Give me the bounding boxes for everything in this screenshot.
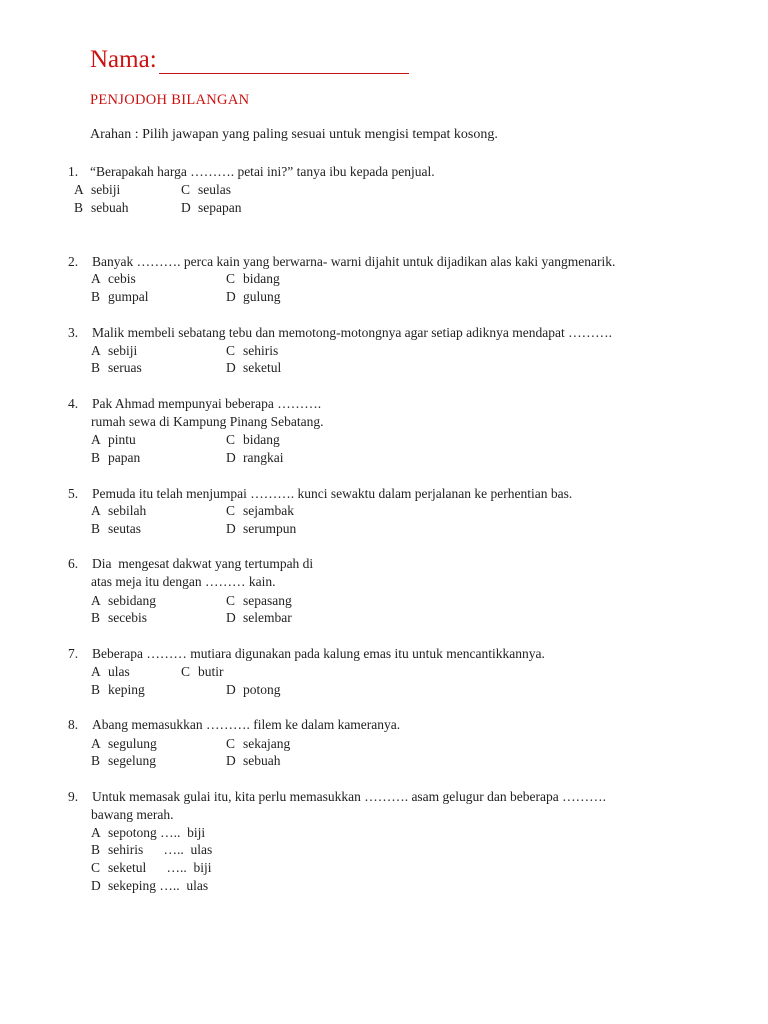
option-text: rangkai bbox=[243, 450, 284, 465]
option-text: seulas bbox=[198, 182, 231, 197]
question-text: Pak Ahmad mempunyai beberapa ………. bbox=[92, 396, 322, 411]
option-letter: B bbox=[91, 842, 101, 857]
option-letter: C bbox=[226, 271, 236, 286]
option-text: sepotong ….. biji bbox=[108, 825, 206, 840]
option-text: sehiris bbox=[243, 343, 279, 358]
option-letter: C bbox=[226, 736, 236, 751]
worksheet-title: PENJODOH BILANGAN bbox=[90, 92, 250, 108]
option-letter: C bbox=[226, 593, 236, 608]
option-text: bidang bbox=[243, 271, 280, 286]
option-letter: D bbox=[226, 682, 236, 697]
option-text: sebiji bbox=[91, 182, 121, 197]
option-text: selembar bbox=[243, 610, 292, 625]
option-text: keping bbox=[108, 682, 145, 697]
option-letter: A bbox=[91, 432, 101, 447]
name-label: Nama: bbox=[90, 46, 157, 73]
question-number: 8. bbox=[68, 717, 79, 732]
option-letter: B bbox=[91, 682, 101, 697]
instruction-text: Arahan : Pilih jawapan yang paling sesuai untuk mengisi tempat kosong. bbox=[90, 127, 498, 142]
option-letter: A bbox=[91, 825, 101, 840]
question-number: 3. bbox=[68, 325, 79, 340]
option-text: sebuah bbox=[243, 753, 281, 768]
question-text: Dia mengesat dakwat yang tertumpah di bbox=[92, 556, 314, 571]
question-text: Malik membeli sebatang tebu dan memotong-motongnya agar setiap adiknya mendapat ………. bbox=[92, 325, 612, 340]
option-letter: A bbox=[91, 503, 101, 518]
option-letter: C bbox=[226, 432, 236, 447]
question-number: 4. bbox=[68, 396, 79, 411]
option-text: seketul ….. biji bbox=[108, 860, 212, 875]
option-letter: C bbox=[181, 664, 191, 679]
option-letter: B bbox=[91, 753, 101, 768]
question-number: 9. bbox=[68, 789, 79, 804]
option-letter: B bbox=[91, 450, 101, 465]
option-text: segelung bbox=[108, 753, 156, 768]
option-text: butir bbox=[198, 664, 224, 679]
question-number: 1. bbox=[68, 164, 79, 179]
option-text: sebilah bbox=[108, 503, 147, 518]
option-text: seutas bbox=[108, 521, 141, 536]
option-text: serumpun bbox=[243, 521, 297, 536]
option-letter: A bbox=[91, 593, 101, 608]
question-number: 7. bbox=[68, 646, 79, 661]
option-letter: B bbox=[91, 610, 101, 625]
option-letter: A bbox=[74, 182, 84, 197]
option-letter: D bbox=[91, 878, 101, 893]
question-number: 2. bbox=[68, 254, 79, 269]
option-text: seketul bbox=[243, 360, 282, 375]
option-letter: D bbox=[226, 289, 236, 304]
option-text: sepasang bbox=[243, 593, 292, 608]
option-letter: B bbox=[91, 289, 101, 304]
option-text: sehiris ….. ulas bbox=[108, 842, 213, 857]
name-blank-line bbox=[159, 49, 409, 74]
option-text: bidang bbox=[243, 432, 280, 447]
question-text: Untuk memasak gulai itu, kita perlu memasukkan ………. asam gelugur dan beberapa ………. bbox=[92, 789, 606, 804]
option-letter: D bbox=[226, 521, 236, 536]
question-text: Beberapa ……… mutiara digunakan pada kalung emas itu untuk mencantikkannya. bbox=[92, 646, 545, 661]
option-text: sejambak bbox=[243, 503, 294, 518]
option-letter: A bbox=[91, 343, 101, 358]
option-letter: B bbox=[74, 200, 84, 215]
option-letter: C bbox=[181, 182, 191, 197]
question-text-continued: bawang merah. bbox=[91, 807, 174, 822]
option-letter: D bbox=[226, 610, 236, 625]
option-text: ulas bbox=[108, 664, 130, 679]
option-text: cebis bbox=[108, 271, 136, 286]
question-text-continued: atas meja itu dengan ……… kain. bbox=[91, 574, 276, 589]
option-text: potong bbox=[243, 682, 281, 697]
option-text: gulung bbox=[243, 289, 281, 304]
option-letter: C bbox=[226, 503, 236, 518]
option-letter: C bbox=[91, 860, 101, 875]
option-text: sekeping ….. ulas bbox=[108, 878, 209, 893]
option-letter: D bbox=[181, 200, 191, 215]
option-letter: D bbox=[226, 450, 236, 465]
option-letter: A bbox=[91, 271, 101, 286]
question-text: Pemuda itu telah menjumpai ………. kunci sewaktu dalam perjalanan ke perhentian bas. bbox=[92, 486, 573, 501]
option-text: segulung bbox=[108, 736, 157, 751]
option-letter: B bbox=[91, 360, 101, 375]
question-text: Abang memasukkan ………. filem ke dalam kameranya. bbox=[92, 717, 401, 732]
option-letter: A bbox=[91, 736, 101, 751]
option-text: sebidang bbox=[108, 593, 156, 608]
option-text: sebiji bbox=[108, 343, 138, 358]
question-text-continued: rumah sewa di Kampung Pinang Sebatang. bbox=[91, 414, 324, 429]
option-text: seruas bbox=[108, 360, 142, 375]
option-letter: D bbox=[226, 360, 236, 375]
option-letter: C bbox=[226, 343, 236, 358]
option-text: pintu bbox=[108, 432, 136, 447]
question-number: 6. bbox=[68, 556, 79, 571]
option-text: sebuah bbox=[91, 200, 129, 215]
question-number: 5. bbox=[68, 486, 79, 501]
option-letter: B bbox=[91, 521, 101, 536]
option-text: gumpal bbox=[108, 289, 149, 304]
option-text: secebis bbox=[108, 610, 147, 625]
name-field-label bbox=[90, 46, 409, 74]
option-letter: A bbox=[91, 664, 101, 679]
option-text: papan bbox=[108, 450, 141, 465]
option-text: sepapan bbox=[198, 200, 242, 215]
option-text: sekajang bbox=[243, 736, 291, 751]
option-letter: D bbox=[226, 753, 236, 768]
question-text: “Berapakah harga ………. petai ini?” tanya ibu kepada penjual. bbox=[90, 164, 435, 179]
question-text: Banyak ………. perca kain yang berwarna- warni dijahit untuk dijadikan alas kaki yangmenarik. bbox=[92, 254, 616, 269]
